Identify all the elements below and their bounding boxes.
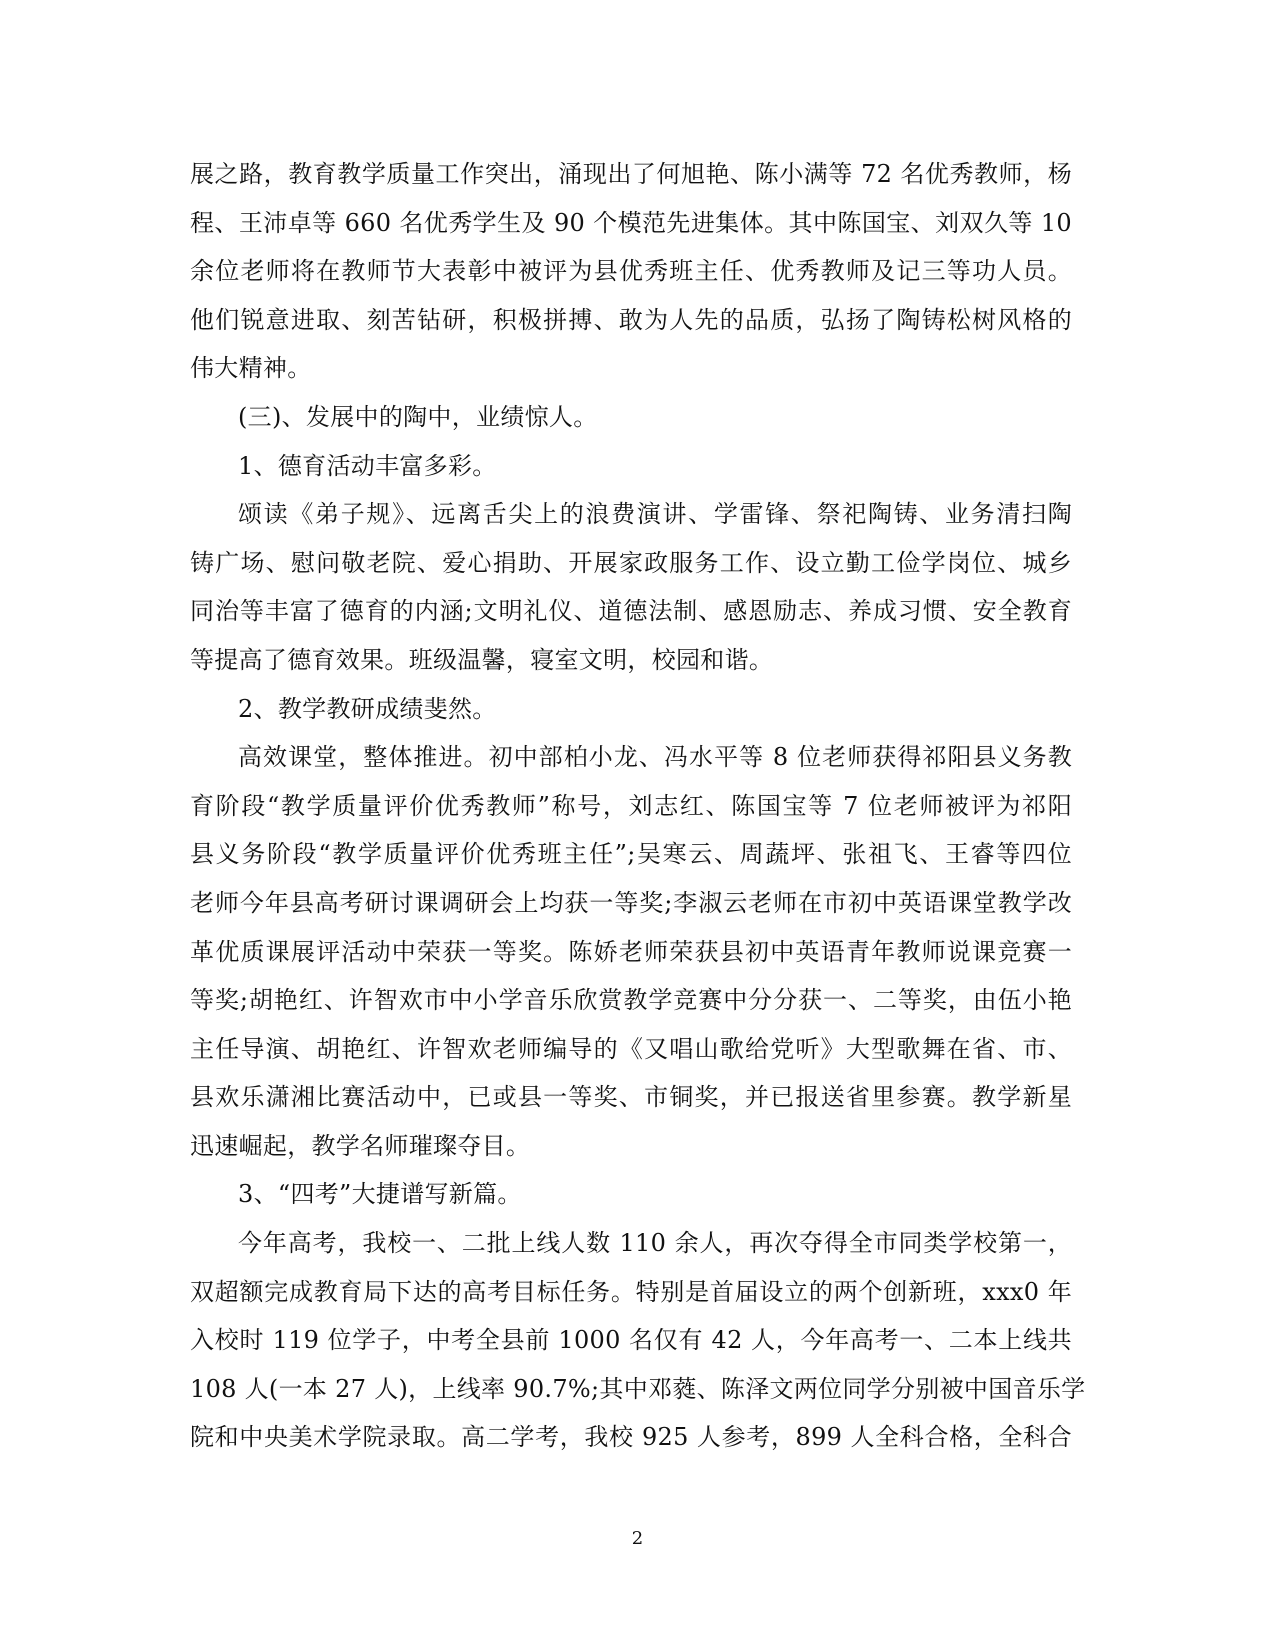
text-line: 同治等丰富了德育的内涵;文明礼仪、道德法制、感恩励志、养成习惯、安全教育 [190, 597, 1072, 626]
text-line: 铸广场、慰问敬老院、爱心捐助、开展家政服务工作、设立勤工俭学岗位、城乡 [190, 548, 1072, 577]
section-heading: (三)、发展中的陶中，业绩惊人。 [238, 402, 598, 431]
text-line: 老师今年县高考研讨课调研会上均获一等奖;李淑云老师在市初中英语课堂教学改 [190, 888, 1072, 917]
text-line: 展之路，教育教学质量工作突出，涌现出了何旭艳、陈小满等 72 名优秀教师，杨 [190, 160, 1072, 188]
subsection-heading: 1、德育活动丰富多彩。 [238, 451, 497, 480]
text-line: 伟大精神。 [190, 354, 312, 383]
text-line: 入校时 119 位学子，中考全县前 1000 名仅有 42 人，今年高考一、二本上线共 [190, 1326, 1072, 1355]
text-line: 余位老师将在教师节大表彰中被评为县优秀班主任、优秀教师及记三等功人员。 [190, 257, 1072, 286]
text-line: 院和中央美术学院录取。高二学考，我校 925 人参考，899 人全科合格，全科合 [190, 1423, 1072, 1452]
text-line: 革优质课展评活动中荣获一等奖。陈娇老师荣获县初中英语青年教师说课竞赛一 [190, 937, 1072, 966]
text-line: 等奖;胡艳红、许智欢市中小学音乐欣赏教学竞赛中分分获一、二等奖，由伍小艳 [190, 986, 1072, 1015]
text-line: 迅速崛起，教学名师璀璨夺目。 [190, 1131, 531, 1160]
body-text [190, 150, 1086, 1462]
text-line: 颂读《弟子规》、远离舌尖上的浪费演讲、学雷锋、祭祀陶铸、业务清扫陶 [238, 500, 1072, 529]
subsection-heading: 3、“四考”大捷谱写新篇。 [238, 1180, 522, 1209]
text-line: 主任导演、胡艳红、许智欢老师编导的《又唱山歌给党听》大型歌舞在省、市、 [190, 1034, 1072, 1063]
text-line: 等提高了德育效果。班级温馨，寝室文明，校园和谐。 [190, 645, 774, 674]
text-line: 双超额完成教育局下达的高考目标任务。特别是首届设立的两个创新班，xxx0 年 [190, 1277, 1072, 1306]
page-number: 2 [631, 1528, 644, 1549]
text-line: 县欢乐潇湘比赛活动中，已或县一等奖、市铜奖，并已报送省里参赛。教学新星 [190, 1083, 1072, 1112]
text-line: 育阶段“教学质量评价优秀教师”称号，刘志红、陈国宝等 7 位老师被评为祁阳 [190, 791, 1072, 820]
text-line: 程、王沛卓等 660 名优秀学生及 90 个模范先进集体。其中陈国宝、刘双久等 10 [190, 208, 1072, 237]
text-line: 县义务阶段“教学质量评价优秀班主任”;吴寒云、周蔬坪、张祖飞、王睿等四位 [190, 840, 1072, 869]
text-line: 今年高考，我校一、二批上线人数 110 余人，再次夺得全市同类学校第一， [238, 1229, 1072, 1258]
text-line: 高效课堂，整体推进。初中部柏小龙、冯水平等 8 位老师获得祁阳县义务教 [238, 743, 1072, 772]
text-line: 108 人(一本 27 人)，上线率 90.7%;其中邓蕤、陈泽文两位同学分别被中国音乐学 [190, 1374, 1086, 1403]
text-line: 他们锐意进取、刻苦钻研，积极拼搏、敢为人先的品质，弘扬了陶铸松树风格的 [190, 305, 1072, 334]
subsection-heading: 2、教学教研成绩斐然。 [238, 694, 497, 723]
